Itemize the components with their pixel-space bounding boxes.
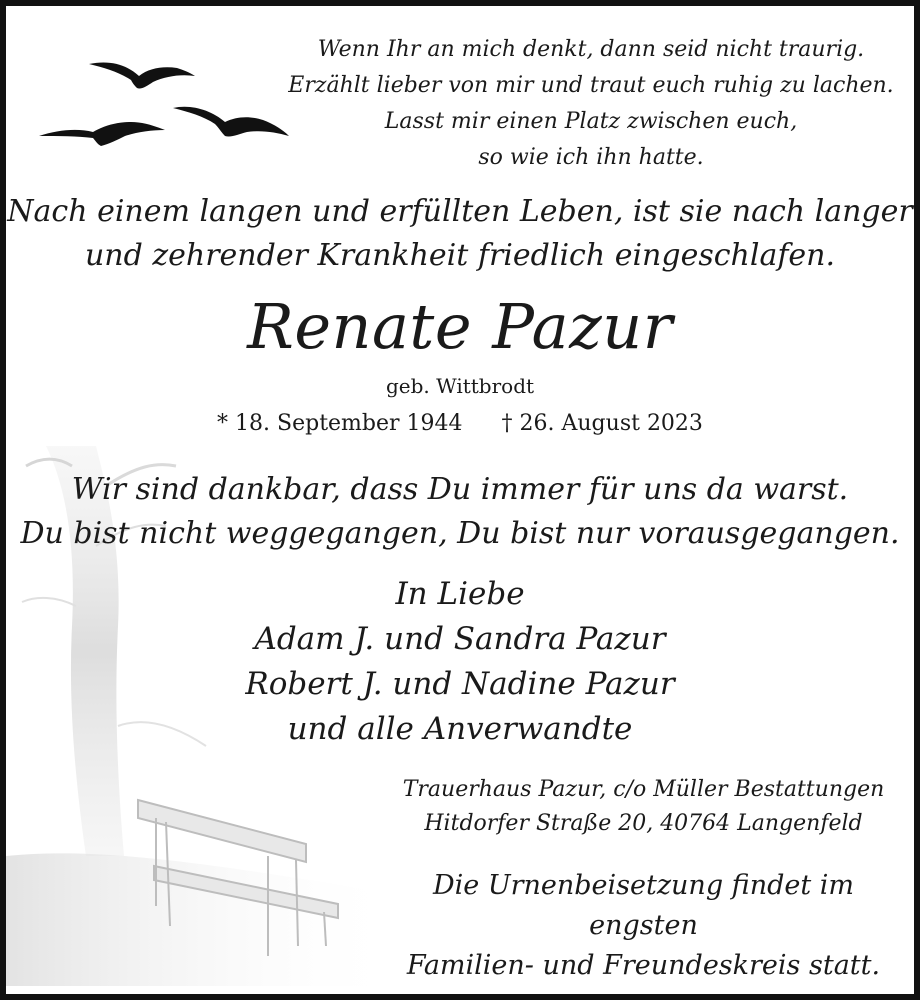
poem: [271, 32, 911, 176]
gratitude-line: Wir sind dankbar, dass Du immer für uns da warst.: [71, 472, 849, 507]
burial-notice: [376, 866, 911, 986]
birds-icon: [31, 40, 301, 155]
poem-line: Wenn Ihr an mich denkt, dann seid nicht traurig.: [317, 37, 865, 62]
family-line: Robert J. und Nadine Pazur: [245, 666, 675, 702]
intro-text: [6, 190, 914, 278]
family-line: und alle Anverwandte: [287, 711, 633, 747]
family-signature: [6, 572, 914, 752]
family-line: In Liebe: [395, 576, 525, 612]
bird-icon: [39, 122, 165, 146]
address-line: Hitdorfer Straße 20, 40764 Langenfeld: [424, 811, 863, 836]
poem-line: Lasst mir einen Platz zwischen euch,: [384, 109, 798, 134]
intro-line: und zehrender Krankheit friedlich eingeschlafen.: [84, 238, 836, 273]
death-date: † 26. August 2023: [501, 411, 703, 436]
poem-line: so wie ich ihn hatte.: [478, 145, 704, 170]
burial-line: Die Urnenbeisetzung findet im engsten: [432, 870, 855, 941]
family-line: Adam J. und Sandra Pazur: [254, 621, 666, 657]
deceased-name: Renate Pazur: [247, 290, 673, 363]
mourning-address: [386, 773, 901, 841]
poem-line: Erzählt lieber von mir und traut euch ruhig zu lachen.: [288, 73, 894, 98]
birth-date: * 18. September 1944: [217, 411, 463, 436]
burial-line: Familien- und Freundeskreis statt.: [406, 950, 881, 981]
gratitude-line: Du bist nicht weggegangen, Du bist nur vorausgegangen.: [20, 516, 900, 551]
life-dates: [6, 408, 914, 440]
bird-icon: [89, 63, 195, 89]
intro-line: Nach einem langen und erfüllten Leben, ist sie nach langer: [7, 194, 913, 229]
gratitude-text: [6, 468, 914, 556]
maiden-name: geb. Wittbrodt: [385, 374, 535, 398]
address-line: Trauerhaus Pazur, c/o Müller Bestattungen: [402, 777, 885, 802]
